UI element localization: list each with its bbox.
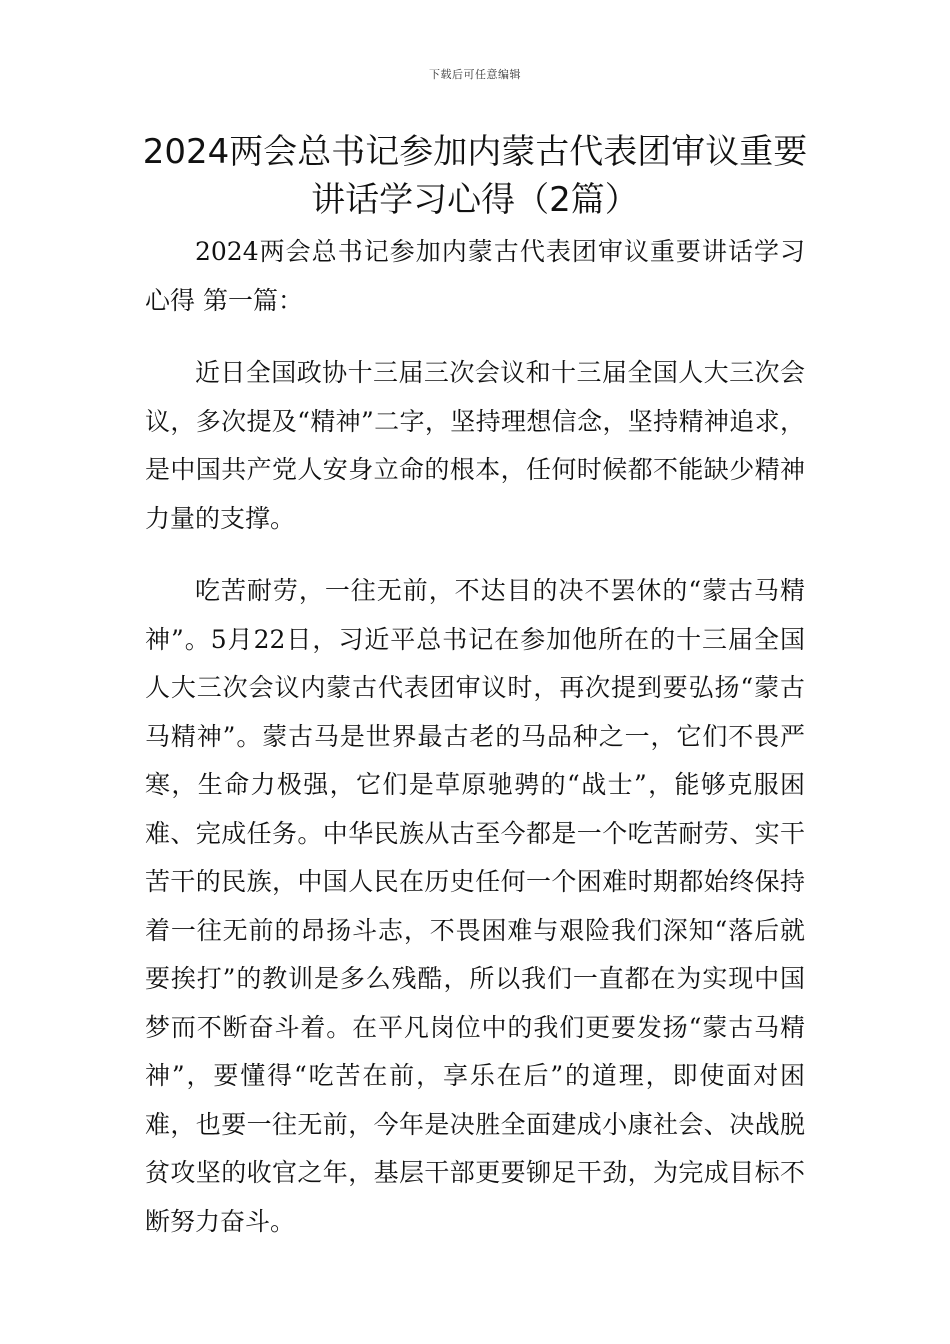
header-note: 下载后可任意编辑 xyxy=(429,68,521,81)
document-body xyxy=(145,228,805,1246)
paragraph-2: 吃苦耐劳，一往无前，不达目的决不罢休的“蒙古马精神”。5月22日，习近平总书记在参加他所在的十三届全国人大三次会议内蒙古代表团审议时，再次提到要弘扬“蒙古马精神”。蒙古马是世界最古老的马品种之一，它们不畏严寒，生命力极强，它们是草原驰骋的“战士”，能够克服困难、完成任务。中华民族从古至今都是一个吃苦耐劳、实干苦干的民族，中国人民在历史任何一个困难时期都始终保持着一往无前的昂扬斗志，不畏困难与艰险我们深知“落后就要挨打”的教训是多么残酷，所以我们一直都在为实现中国梦而不断奋斗着。在平凡岗位中的我们更要发扬“蒙古马精神”，要懂得“吃苦在前，享乐在后”的道理，即使面对困难，也要一往无前，今年是决胜全面建成小康社会、决战脱贫攻坚的收官之年，基层干部更要铆足干劲，为完成目标不断努力奋斗。 xyxy=(145,576,805,1236)
paragraph-1: 近日全国政协十三届三次会议和十三届全国人大三次会议，多次提及“精神”二字，坚持理想信念，坚持精神追求，是中国共产党人安身立命的根本，任何时候都不能缺少精神力量的支撑。 xyxy=(145,358,805,533)
document-title: 2024两会总书记参加内蒙古代表团审议重要讲话学习心得（2篇） xyxy=(142,132,808,220)
paragraph-intro: 2024两会总书记参加内蒙古代表团审议重要讲话学习心得 第一篇： xyxy=(145,237,805,315)
